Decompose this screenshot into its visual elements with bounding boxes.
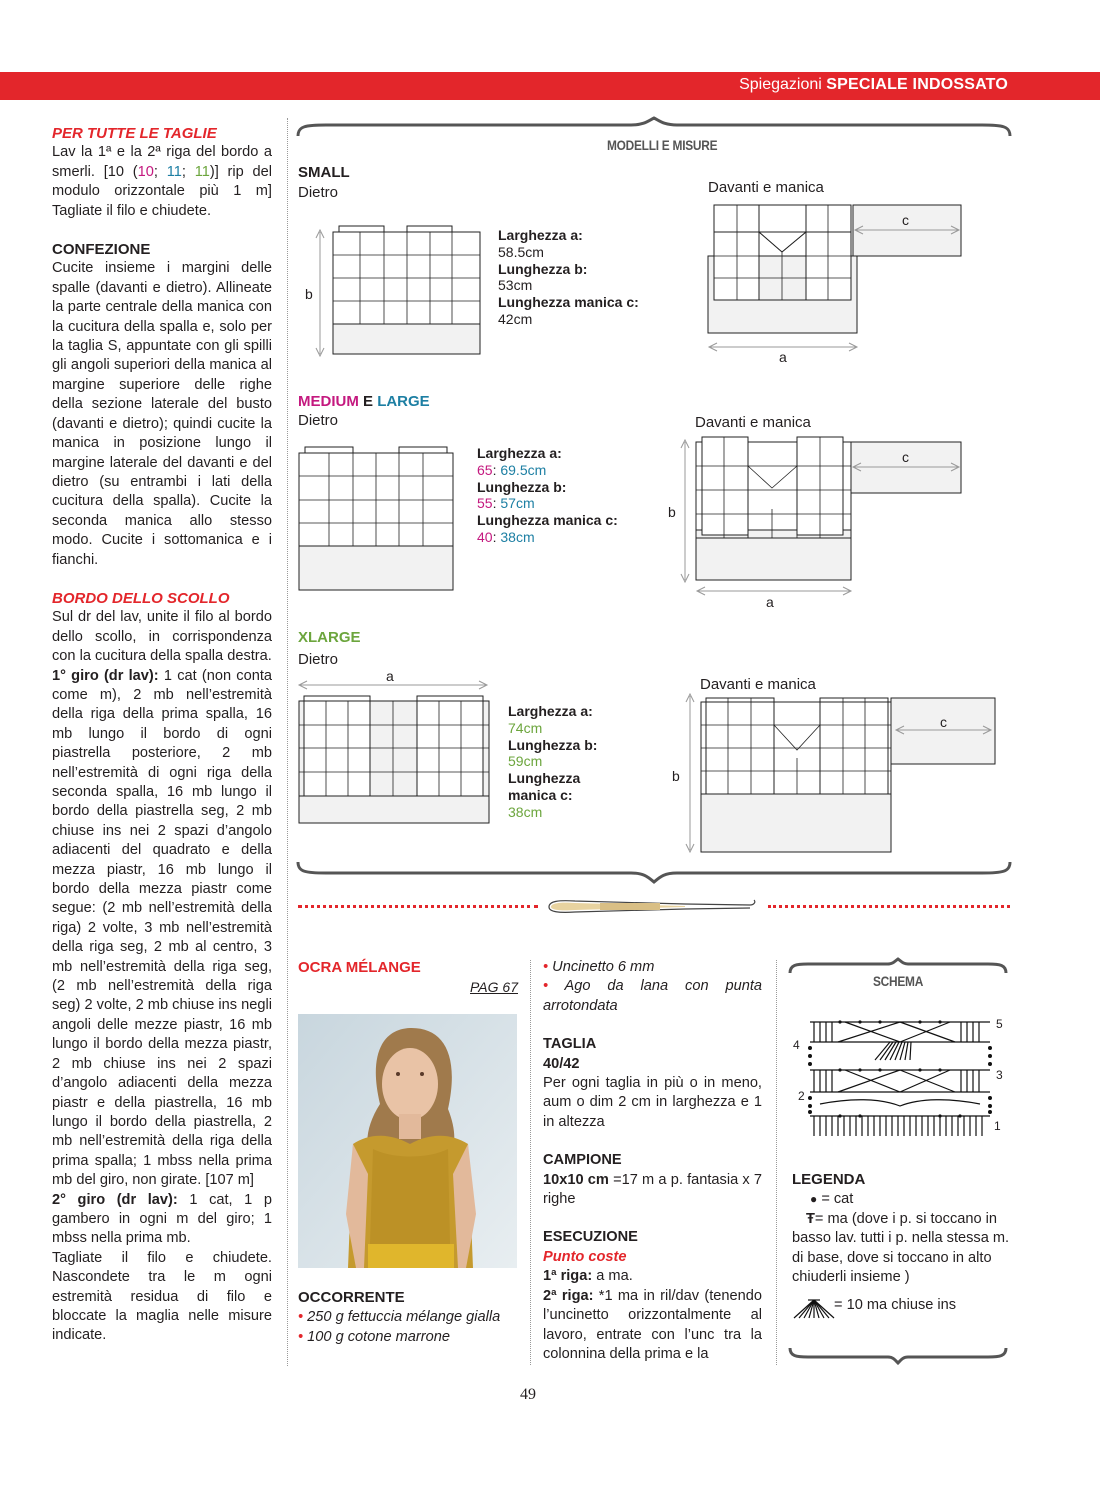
occ4-text: Ago da lana con punta arrotondata (543, 978, 763, 1014)
m-larghezza: 65 (477, 461, 493, 478)
riga2-label: 2ª riga: (543, 1287, 594, 1304)
header-text (739, 76, 1008, 94)
ml-back-diagram (296, 444, 458, 592)
xl-lunghezza: 59cm (508, 753, 543, 770)
medium-large-title (298, 393, 430, 410)
end-text: Tagliate il filo e chiudete. Nascondete tra le m ogni estremità residua di filo e bloccate la maglia nelle misure indicate. (52, 1249, 272, 1344)
riga1-label: 1ª riga: (543, 1268, 593, 1285)
ml-manica-label: Lunghezza manica c: (477, 512, 618, 529)
unit: cm (527, 461, 547, 478)
xl-lunghezza-label: Lunghezza b: (508, 736, 598, 753)
punto-title: Punto coste (543, 1248, 627, 1265)
ml-measures (477, 445, 618, 546)
xl-back-label: Dietro (298, 651, 339, 668)
confezione-title: CONFEZIONE (52, 241, 151, 259)
giro1-label: 1° giro (dr lav): (52, 667, 159, 684)
small-lunghezza: 53cm (498, 277, 533, 294)
small-title: SMALL (298, 164, 350, 181)
ma-stitch-icon: Ŧ (806, 1210, 815, 1227)
legenda-block (792, 1170, 1014, 1287)
e-conj: E (363, 393, 374, 410)
header-title: SPECIALE INDOSSATO (826, 76, 1008, 93)
ml-dim-b: b (668, 504, 676, 520)
left-column (52, 124, 272, 1346)
leg-ma-text: = ma (dove i p. si toccano in basso lav. tutti i p. nella stessa m. di base, dove si toccano in alto chiuderli insieme ) (792, 1210, 1010, 1286)
ml-front-diagram (660, 434, 970, 610)
occorrente-title: OCCORRENTE (298, 1289, 405, 1306)
occ-item-2 (298, 1329, 450, 1345)
per-tutte-text: Lav la 1ª e la 2ª riga del bordo a smerli. [10 (10; 11; 11)] rip del modulo orizzontale più 1 m] Tagliate il filo e chiudete. (52, 144, 273, 219)
taglia-title: TAGLIA (543, 1036, 597, 1053)
small-back-diagram (300, 222, 490, 360)
leg-ma-row (792, 1211, 1009, 1285)
riga1-text: a ma. (592, 1268, 633, 1285)
column-divider (287, 118, 288, 1366)
crochet-hook-icon (545, 896, 760, 918)
sep: : (492, 528, 501, 545)
xl-larghezza: 74cm (508, 719, 543, 736)
small-dim-c: c (902, 212, 909, 228)
riga1 (543, 1268, 633, 1284)
l-manica: 38 (500, 528, 516, 545)
campione-body: =17 m a p. fantasia x 7 righe (543, 1171, 762, 1208)
l-larghezza: 69.5 (500, 461, 528, 478)
models-title: MODELLI E MISURE (607, 137, 718, 153)
ml-larghezza-label: Larghezza a: (477, 445, 562, 461)
campione-text (543, 1172, 762, 1207)
m-lunghezza: 55 (477, 495, 493, 512)
sep: : (492, 495, 501, 512)
ml-dim-a: a (766, 594, 774, 610)
schema-row-4: 4 (793, 1038, 800, 1052)
giro2-body: 1 cat, 1 p gambero in ogni m del giro; 1 mbss nella prima mb. (52, 1191, 273, 1247)
small-dim-b: b (305, 286, 313, 302)
small-front-diagram (700, 200, 970, 370)
occ1-text: 250 g fettuccia mélange gialla (307, 1309, 501, 1326)
model-photo (298, 1014, 517, 1268)
m-manica: 40 (477, 528, 493, 545)
size-l-value: 11 (166, 163, 182, 180)
col-divider-3 (776, 960, 777, 1365)
ocra-page-ref: PAG 67 (470, 979, 518, 995)
cat-dot-icon: ● (810, 1192, 818, 1207)
small-manica-label: Lunghezza manica c: (498, 294, 639, 311)
xl-measures (508, 703, 597, 821)
riga2-text: *1 ma in ril/dav (tenendo l’uncinetto orizzontalmente al lavoro, entrate con l’unc tra la colonnina della prima e la (543, 1287, 762, 1362)
esecuzione-title: ESECUZIONE (543, 1229, 638, 1246)
occ-item-1 (298, 1309, 500, 1325)
ml-back-label: Dietro (298, 412, 339, 429)
ml-front-label: Davanti e manica (695, 414, 811, 431)
per-tutte-text-b: )] rip del modulo orizzontale più 1 m] Tagliate il filo e chiudete. (52, 163, 273, 219)
schema-row-2: 2 (798, 1089, 805, 1103)
col-divider-2 (530, 960, 531, 1365)
bullet: • (298, 1328, 304, 1345)
unit: cm (515, 495, 535, 512)
giro2-label: 2° giro (dr lav): (52, 1191, 178, 1208)
bullet: • (543, 978, 549, 995)
small-larghezza: 58.5cm (498, 243, 544, 260)
xl-dim-b: b (672, 768, 680, 784)
small-larghezza-label: Larghezza a: (498, 227, 583, 243)
sep: : (492, 461, 501, 478)
schema-title: SCHEMA (873, 973, 924, 989)
ml-dim-c: c (902, 449, 909, 465)
medium-title: MEDIUM (298, 393, 359, 410)
small-back-label: Dietro (298, 184, 339, 201)
ocra-title: OCRA MÉLANGE (298, 959, 421, 976)
occ3-text: Uncinetto 6 mm (552, 959, 655, 975)
per-tutte-text-a: Lav la 1ª e la 2ª riga del bordo a smerli. [10 ( (52, 144, 272, 180)
leg-fan-text: = 10 ma chiuse ins (834, 1297, 957, 1313)
campione-title: CAMPIONE (543, 1152, 622, 1169)
xl-front-diagram (665, 690, 1000, 856)
xl-front-label: Davanti e manica (700, 676, 816, 693)
taglia-value: 40/42 (543, 1055, 580, 1072)
occ-item-3 (543, 959, 654, 975)
giro1-body: 1 cat (non conta come m), 2 mb nell’estremità della riga della prima spalla, 16 mb lungo il bordo di ogni piastrella posteriore, 2 mb nell’estremità di ogni riga della seconda spalla, 16 mb lungo il bordo della piastrella seg, 2 mb chiuse ins nei 2 spazi d’angolo adiacenti del quadrato e della mezza piastr, 16 mb lungo il bordo della mezza piastr come segue: (2 mb nell’estremità della riga) 2 volte, 3 mb nell’estremità della riga seg, 2 mb al centro, 3 mb nell’estremità della riga seg, (2 mb nell’estremità della riga seg) 2 volte, 2 mb chiuse ins negli angoli delle mezze piastr, 16 mb lungo il bordo della mezza piastr, 2 mb chiuse ins nei 2 spazi d’angolo adiacenti della mezza piastr e della piastrella, 16 mb lungo il bordo della piastrella, 2 mb nell’estremità della riga della prima spalla; 1 mbss nella prima mb del giro, non girate. [107 m] (52, 667, 273, 1189)
xl-manica-label-2: manica c: (508, 786, 573, 803)
xl-dim-c: c (940, 714, 947, 730)
bordo-intro: Sul dr del lav, unite il filo al bordo dello scollo, in corrispondenza con la cucitura della spalla destra. (52, 609, 272, 665)
header-section: Spiegazioni (739, 76, 822, 93)
xl-manica: 38cm (508, 803, 543, 820)
models-bottom-brace (296, 860, 1012, 890)
confezione-text: Cucite insieme i margini delle spalle (davanti e dietro). Allineate la parte centrale della manica con la cucitura della spalla e, solo per la taglia S, appuntate con gli spilli gli angoli superiori della manica al margine superiore delle righe della sezione laterale del busto (davanti e dietro); quindi cucite la manica in posizione lungo il margine laterale del davanti e del dietro (su entrambi i lati della cucitura della spalla). Cucite la seconda manica allo stesso modo. Cucite i sottomanica e i fianchi. (52, 260, 272, 568)
schema-row-3: 3 (996, 1068, 1003, 1082)
per-tutte-title: PER TUTTE LE TAGLIE (52, 125, 217, 142)
leg-cat-row (792, 1191, 853, 1207)
legenda-title: LEGENDA (792, 1171, 866, 1188)
schema-row-1: 1 (994, 1119, 1001, 1133)
occ-item-4 (543, 978, 762, 1013)
small-front-label: Davanti e manica (708, 179, 824, 196)
occorrente-block (298, 1288, 517, 1347)
size-m-value: 10 (137, 163, 154, 180)
small-lunghezza-label: Lunghezza b: (498, 260, 588, 277)
unit: cm (515, 528, 535, 545)
xlarge-title: XLARGE (298, 629, 361, 646)
taglia-text: Per ogni taglia in più o in meno, aum o dim 2 cm in larghezza e 1 in altezza (543, 1075, 762, 1130)
xl-manica-label-1: Lunghezza (508, 770, 581, 787)
fan-stitch-icon (792, 1296, 840, 1322)
size-xl-value: 11 (194, 163, 210, 180)
schema-chart (790, 1012, 1012, 1142)
divider-dots-left (298, 905, 538, 908)
small-measures (498, 227, 639, 328)
occ2-text: 100 g cotone marrone (307, 1328, 450, 1345)
l-lunghezza: 57 (500, 495, 516, 512)
bordo-title: BORDO DELLO SCOLLO (52, 589, 230, 607)
campione-bold: 10x10 cm (543, 1171, 609, 1188)
giro1-text (52, 667, 272, 1191)
riga2 (543, 1288, 762, 1362)
bullet: • (298, 1309, 304, 1326)
schema-bottom-brace (788, 1344, 1008, 1366)
xl-larghezza-label: Larghezza a: (508, 703, 593, 719)
schema-row-5: 5 (996, 1017, 1003, 1031)
small-dim-a: a (779, 349, 787, 365)
giro2-text (52, 1191, 272, 1249)
ocra-column-2 (543, 958, 762, 1364)
large-title: LARGE (377, 393, 430, 410)
xl-back-diagram (296, 666, 494, 826)
xl-dim-a: a (386, 668, 394, 684)
divider-dots-right (768, 905, 1010, 908)
bullet: • (543, 959, 549, 975)
small-manica: 42cm (498, 310, 533, 327)
ml-lunghezza-label: Lunghezza b: (477, 478, 567, 495)
header-bar (0, 72, 1100, 100)
page-number: 49 (520, 1386, 536, 1403)
leg-cat-text: = cat (821, 1191, 854, 1208)
